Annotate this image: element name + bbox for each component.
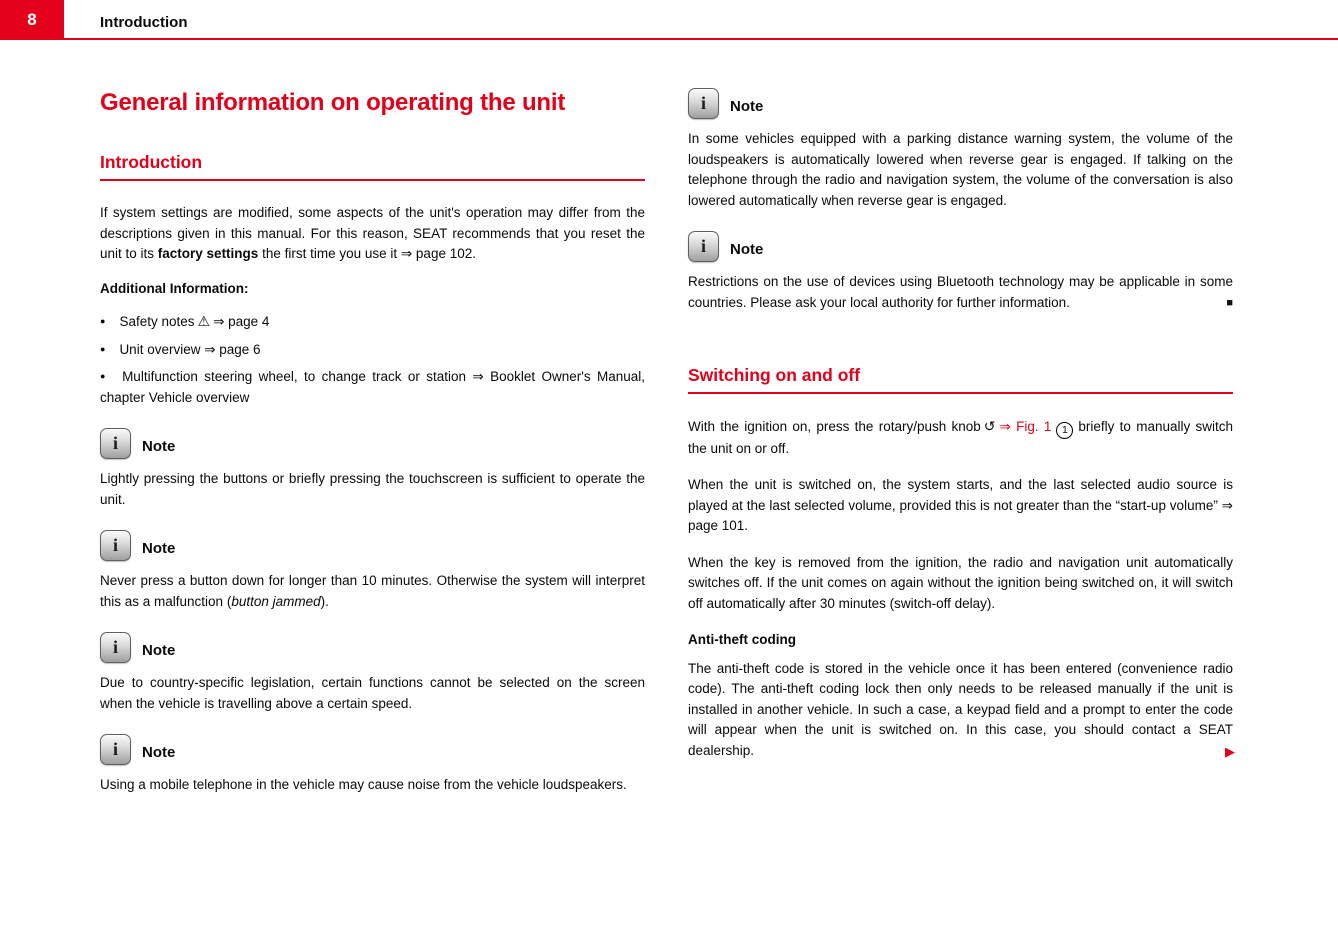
bullet-text: ⇒ page 4 — [213, 314, 270, 329]
list-item — [100, 339, 645, 361]
info-icon — [100, 428, 131, 459]
intro-paragraph — [100, 203, 645, 265]
info-icon — [100, 530, 131, 561]
info-icon-glyph: i — [700, 93, 706, 113]
note-text: Due to country-specific legislation, certain functions cannot be selected on the screen when the vehicle is travelling above a certain speed. — [100, 675, 645, 711]
additional-information-label: Additional Information: — [100, 280, 249, 296]
callout-number-1: 1 — [1056, 422, 1073, 439]
left-column — [100, 60, 645, 796]
body-text-part: briefly to manually switch the unit on or off. — [688, 419, 1234, 456]
list-item — [100, 311, 645, 333]
list-item — [100, 366, 645, 408]
page-number-tab — [0, 0, 64, 40]
continues-next-page-marker: ▶ — [1225, 744, 1235, 760]
chapter-title: Introduction — [100, 14, 188, 31]
page-number: 8 — [27, 10, 37, 29]
info-icon — [100, 632, 131, 663]
note-label: Note — [730, 98, 764, 115]
anti-theft-coding-label: Anti-theft coding — [688, 632, 796, 648]
note-text-part: ). — [320, 593, 329, 609]
note-header — [100, 632, 645, 663]
bullet-icon: ● — [100, 371, 109, 381]
note-text-part: Restrictions on the use of devices using Bluetooth technology may be applicable in some countries. Please ask your local authority for further information. — [688, 274, 1233, 310]
body-paragraph — [688, 416, 1233, 459]
section-end-marker: ■ — [1226, 297, 1233, 309]
note-header — [688, 88, 1233, 119]
note-header — [100, 734, 645, 765]
factory-settings-bold: factory settings — [157, 246, 259, 261]
body-paragraph — [688, 659, 1233, 762]
section-heading-switching-on-and-off: Switching on and off — [688, 365, 1233, 394]
bullet-list — [100, 311, 645, 408]
note-label: Note — [142, 438, 176, 455]
body-text-part: With the ignition on, press the rotary/push knob — [688, 419, 981, 434]
bullet-icon: ● — [100, 343, 106, 354]
figure-reference-link[interactable]: ⇒ Fig. 1 — [999, 419, 1052, 434]
intro-text-2: the first time you use it ⇒ page 102. — [258, 246, 476, 261]
note-text — [100, 571, 645, 612]
right-column — [688, 60, 1233, 761]
info-icon — [688, 231, 719, 262]
info-icon-glyph: i — [112, 739, 118, 759]
info-icon — [100, 734, 131, 765]
note-label: Note — [142, 642, 176, 659]
header-divider — [0, 38, 1338, 40]
note-header — [688, 231, 1233, 262]
note-label: Note — [142, 744, 176, 761]
note-header — [100, 428, 645, 459]
info-icon-glyph: i — [700, 236, 706, 256]
bullet-text: Safety notes — [119, 314, 195, 329]
info-icon-glyph: i — [112, 535, 118, 555]
body-paragraph: When the key is removed from the ignition, the radio and navigation unit automatically switches off. If the unit comes on again without the ignition being switched on, it will switch off automatically after 30 minutes (switch-off delay). — [688, 554, 1233, 611]
note-text: Lightly pressing the buttons or briefly pressing the touchscreen is sufficient to operate the unit. — [100, 471, 645, 507]
note-text — [688, 272, 1233, 313]
info-icon-glyph: i — [112, 433, 118, 453]
bullet-icon: ● — [100, 316, 106, 326]
bullet-text: Multifunction steering wheel, to change track or station ⇒ Booklet Owner's Manual, chapter Vehicle overview — [100, 369, 646, 405]
section-heading-introduction: Introduction — [100, 152, 645, 181]
button-jammed-italic: button jammed — [231, 593, 321, 609]
info-icon-glyph: i — [112, 637, 118, 657]
page-title: General information on operating the unit — [100, 89, 566, 116]
warning-icon: ⚠ — [197, 313, 211, 329]
note-text-part: Never press a button down for longer than 10 minutes. Otherwise the system will interpret this as a malfunction ( — [100, 573, 645, 609]
rotary-knob-icon: ↺ — [983, 418, 996, 434]
note-text: In some vehicles equipped with a parking distance warning system, the volume of the loudspeakers is automatically lowered when reverse gear is engaged. If talking on the telephone through the radio and navigation system, the volume of the conversation is also lowered automatically when reverse gear is engaged. — [688, 131, 1233, 208]
note-header — [100, 530, 645, 561]
bullet-text: Unit overview ⇒ page 6 — [119, 341, 261, 357]
body-paragraph: When the unit is switched on, the system starts, and the last selected audio source is played at the last selected volume, provided this is not greater than the “start-up volume” ⇒ page 101. — [688, 477, 1233, 534]
note-text: Using a mobile telephone in the vehicle may cause noise from the vehicle loudspeakers. — [100, 777, 627, 792]
body-text-part: The anti-theft code is stored in the vehicle once it has been entered (convenience radio code). The anti-theft coding lock then only needs to be released manually if the unit is installed in another vehicle. In such a case, a keypad field and a prompt to enter the code will appear when the unit is switched on. In this case, you should contact a SEAT dealership. — [688, 660, 1233, 758]
info-icon — [688, 88, 719, 119]
note-label: Note — [142, 540, 176, 557]
intro-text-1: If system settings are modified, some aspects of the unit's operation may differ from the descriptions given in this manual. For this reason, SEAT recommends that you reset the unit to its — [100, 205, 645, 261]
note-label: Note — [730, 241, 764, 258]
